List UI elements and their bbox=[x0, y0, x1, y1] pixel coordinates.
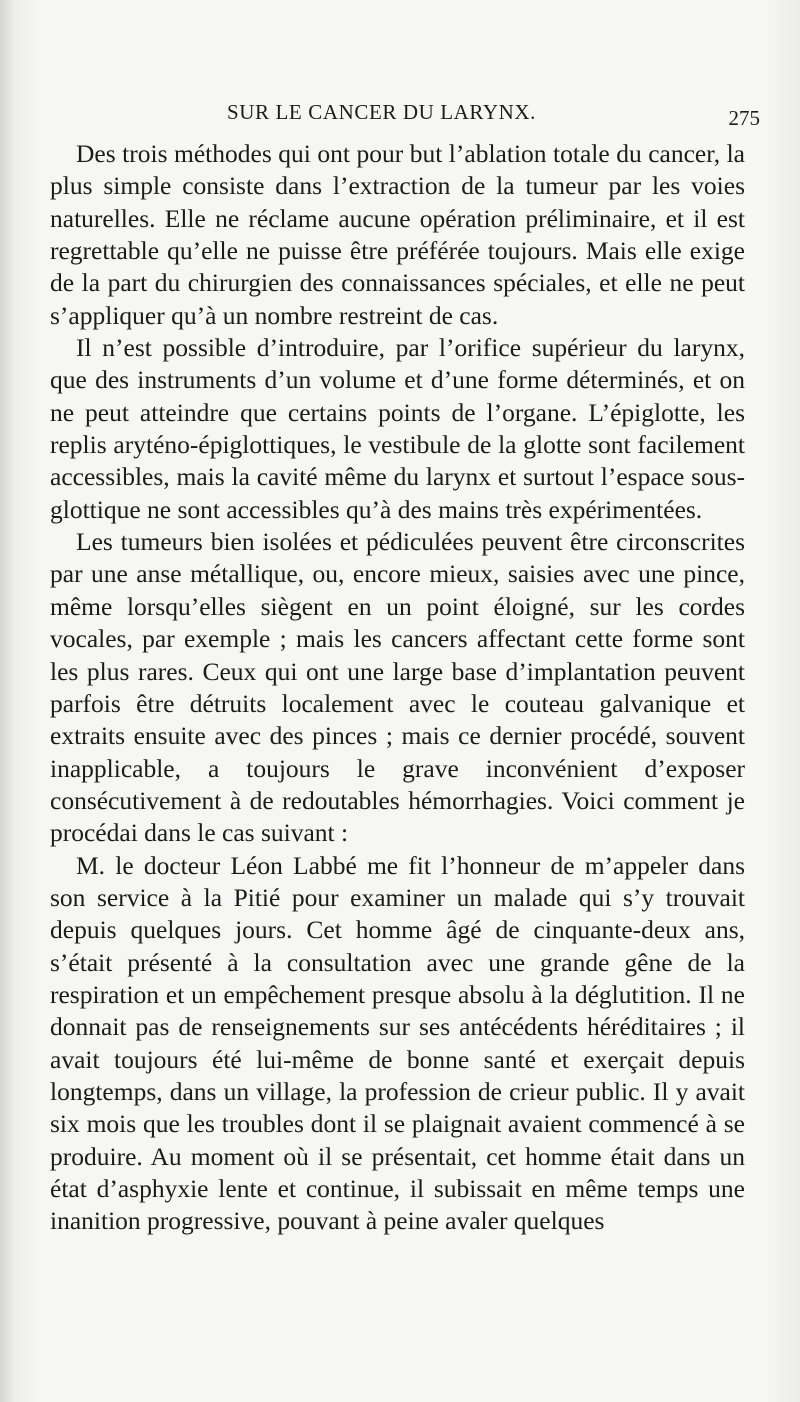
paragraph: Les tumeurs bien isolées et pédiculées peuvent être circonscrites par une anse métallique, ou, encore mieux, saisies avec une pince, même lorsqu’elles siègent en un point éloigné, sur les cordes vocales, par exemple ; mais les cancers affectant cette forme sont les plus rares. Ceux qui ont une large base d’implantation peuvent parfois être détruits localement avec le couteau galvanique et extraits ensuite avec des pinces ; mais ce dernier procédé, souvent inapplicable, a toujours le grave inconvénient d’exposer consécutivement à de redoutables hémorrhagies. Voici comment je procédai dans le cas suivant : bbox=[50, 527, 745, 848]
page-number: 275 bbox=[728, 106, 760, 130]
page-header bbox=[52, 96, 760, 136]
running-title: SUR LE CANCER DU LARYNX. bbox=[227, 100, 537, 124]
paragraph: Il n’est possible d’introduire, par l’orifice supérieur du larynx, que des instruments d’un volume et d’une forme déterminés, et on ne peut atteindre que certains points de l’organe. L’épiglotte, les replis aryténo-épiglottiques, le vestibule de la glotte sont facilement accessibles, mais la cavité même du larynx et surtout l’espace sous-glottique ne sont accessibles qu’à des mains très expérimentées. bbox=[50, 333, 745, 524]
body-text bbox=[50, 138, 745, 1238]
paragraph: Des trois méthodes qui ont pour but l’ablation totale du cancer, la plus simple consiste dans l’extraction de la tumeur par les voies naturelles. Elle ne réclame aucune opération préliminaire, et il est regrettable qu’elle ne puisse être préférée toujours. Mais elle exige de la part du chirurgien des connaissances spéciales, et elle ne peut s’appliquer qu’à un nombre restreint de cas. bbox=[50, 139, 745, 330]
page-edge-shadow bbox=[0, 0, 14, 1402]
paragraph: M. le docteur Léon Labbé me fit l’honneur de m’appeler dans son service à la Pitié pour examiner un malade qui s’y trouvait depuis quelques jours. Cet homme âgé de cinquante-deux ans, s’était présenté à la consultation avec une grande gêne de la respiration et un empêchement presque absolu à la déglutition. Il ne donnait pas de renseignements sur ses antécédents héréditaires ; il avait toujours été lui-même de bonne santé et exerçait depuis longtemps, dans un village, la profession de crieur public. Il y avait six mois que les troubles dont il se plaignait avaient commencé à se produire. Au moment où il se présentait, cet homme était dans un état d’asphyxie lente et continue, il subissait en même temps une inanition progressive, pouvant à peine avaler quelques bbox=[50, 850, 745, 1236]
